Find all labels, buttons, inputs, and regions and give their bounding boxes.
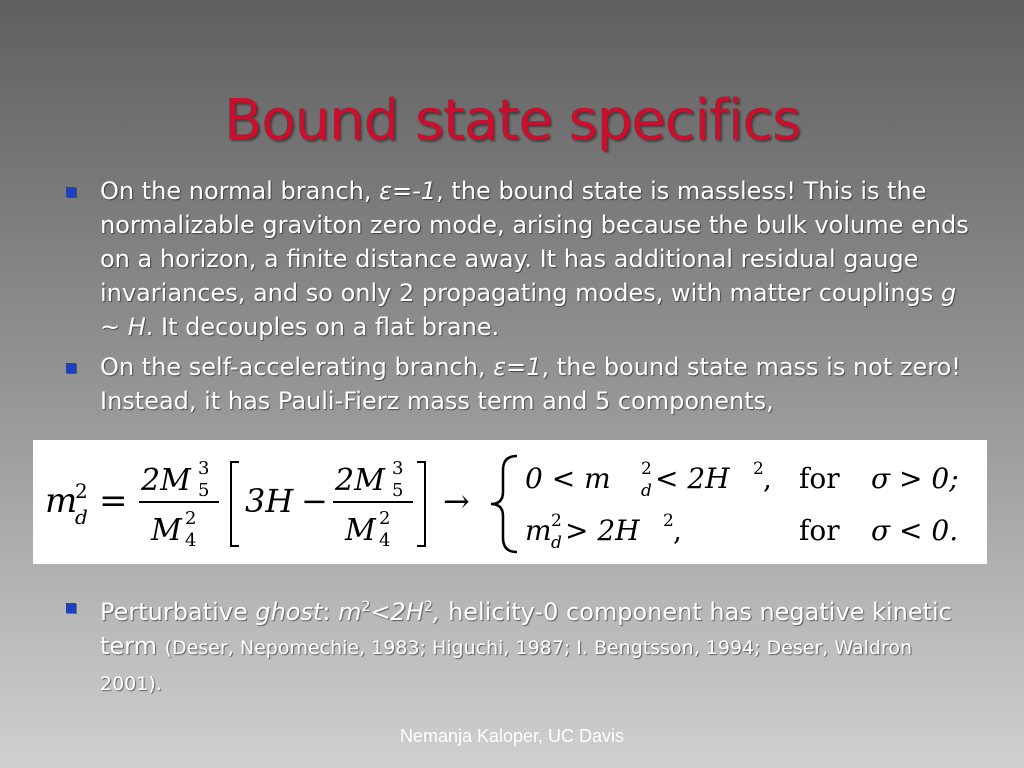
case1-h-sup: 2 [753,459,764,479]
slide-footer: Nemanja Kaloper, UC Davis [399,726,625,746]
bullet-marker-icon [66,187,76,197]
case1-m-sub: d [641,481,652,501]
equation-panel [33,440,987,564]
bullet-item [66,174,976,344]
bullet-text: Perturbative [100,598,256,626]
frac2-num-sub: 5 [392,480,404,501]
bullet-list [66,174,976,418]
inequality-comma: , [432,598,441,626]
cases-brace [491,456,517,552]
case2-m-sub: d [551,533,562,553]
bullet-text: , the bound state mass is not zero! Instead, it has Pauli-Fierz mass term and 5 components, [100,353,961,415]
three-h: 3H [245,482,294,520]
bullet-text: helicity-0 component has negative kinetic term [100,598,952,660]
mass-equation [33,440,987,564]
frac1-num-sup: 3 [198,458,210,479]
bullet-item [66,350,976,418]
inequality-sup: 2 [361,599,371,615]
case2-h-sup: 2 [663,511,674,531]
epsilon-value: ε=-1 [379,177,437,205]
bullet-text: On the normal branch, [100,177,380,205]
bullet-text: : [322,598,339,626]
bullet-marker-icon [66,363,76,373]
coupling-formula: g ~ H [100,279,957,341]
case1-for: for [799,462,840,495]
bullet-text: , the bound state is massless! This is the normalizable graviton zero mode, arising because the bulk volume ends on a horizon, a finite distance away. It has additional residual gauge invariances, and so only 2 propagating modes, with matter couplings [100,177,969,307]
case1-mid: < 2H [655,462,730,495]
frac2-num: 2M [335,463,385,498]
bullet-text: . It decouples on a flat brane. [145,313,500,341]
inequality-sup: 2 [423,599,433,615]
case2-m: m [525,514,552,547]
frac1-num: 2M [141,463,191,498]
case1-condition: σ > 0; [871,462,959,495]
bullet-marker-icon [66,603,76,613]
frac1-num-sub: 5 [198,480,210,501]
citation: (Deser, Nepomechie, 1983; Higuchi, 1987; I. Bengtsson, 1994; Deser, Waldron 2001). [100,637,912,695]
case1-end: , [763,462,772,495]
ghost-term: ghost [255,598,323,626]
lhs-sup: 2 [75,479,88,503]
frac1-den-sup: 2 [185,508,197,529]
lhs-m: m [45,481,78,521]
frac2-den: M [345,513,376,548]
case2-for: for [799,514,840,547]
minus-sign: − [301,482,328,520]
inequality-m: m [338,598,362,626]
arrow-icon: → [443,482,470,520]
epsilon-value: ε=1 [493,353,542,381]
case1-start: 0 < m [525,462,611,495]
inequality-h: <2H [370,598,424,626]
bullet-list-lower [66,590,976,701]
case2-end: , [673,514,682,547]
bullet-text: On the self-accelerating branch, [100,353,494,381]
frac2-den-sub: 4 [379,530,391,551]
frac1-den-sub: 4 [185,530,197,551]
frac2-num-sup: 3 [392,458,404,479]
slide-title: Bound state specifics [223,88,801,153]
case2-m-sup: 2 [551,511,562,531]
case1-m-sup: 2 [641,459,652,479]
lhs-sub: d [75,505,88,529]
case2-mid: > 2H [565,514,640,547]
bullet-item [66,590,976,701]
frac2-den-sup: 2 [379,508,391,529]
left-bracket [231,462,239,546]
right-bracket [417,462,425,546]
equals-sign: = [99,481,128,521]
frac1-den: M [151,513,182,548]
case2-condition: σ < 0. [871,514,959,547]
